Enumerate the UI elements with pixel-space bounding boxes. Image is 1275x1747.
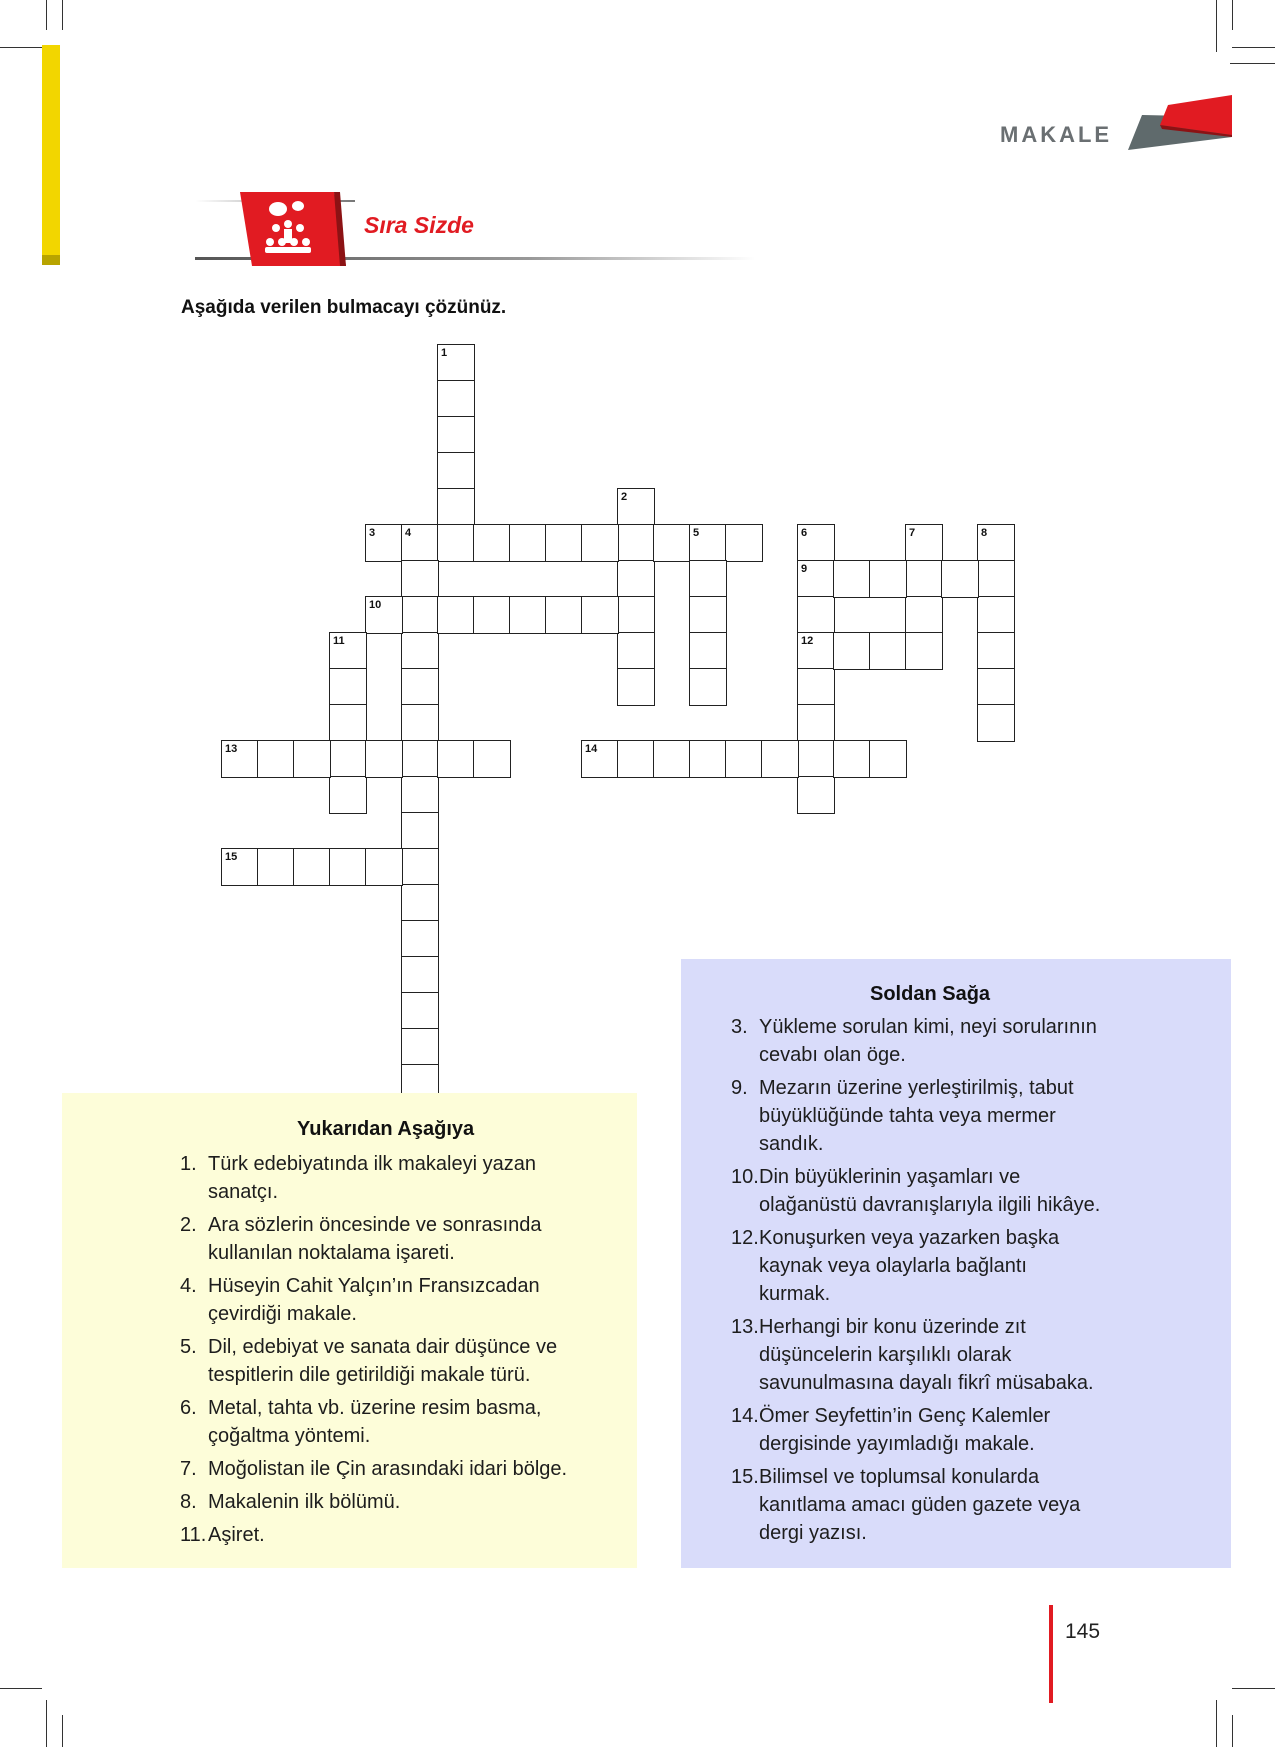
page-number: 145 xyxy=(1065,1620,1101,1643)
crossword-cell[interactable] xyxy=(437,344,475,382)
crossword-cell[interactable] xyxy=(869,560,907,598)
crossword-cell[interactable] xyxy=(545,524,583,562)
clue-number: 11. xyxy=(180,1524,207,1546)
crossword-cell[interactable] xyxy=(725,740,763,778)
clue-number: 8. xyxy=(180,1491,197,1513)
down-clue xyxy=(180,1488,640,1516)
crossword-cell[interactable] xyxy=(401,812,439,850)
crossword-cell[interactable] xyxy=(797,596,835,634)
clue-number: 3. xyxy=(731,1016,748,1038)
crossword-cell[interactable] xyxy=(437,380,475,418)
crossword-cell[interactable] xyxy=(401,776,439,814)
crossword-cell[interactable] xyxy=(833,740,871,778)
crossword-cell[interactable] xyxy=(581,596,619,634)
down-clues-title: Yukarıdan Aşağıya xyxy=(297,1118,475,1140)
clue-text: Yükleme sorulan kimi, neyi sorularının cevabı olan öge. xyxy=(759,1016,1097,1066)
clue-text: Dil, edebiyat ve sanata dair düşünce ve tespitlerin dile getirildiği makale türü. xyxy=(208,1336,558,1386)
crossword-cell[interactable] xyxy=(473,596,511,634)
crossword-cell[interactable] xyxy=(797,704,835,742)
across-clue xyxy=(731,1074,1191,1158)
clue-number: 7 xyxy=(909,527,916,539)
crossword-cell[interactable] xyxy=(689,668,727,706)
clue-number: 15. xyxy=(731,1466,759,1488)
crossword-cell[interactable] xyxy=(797,776,835,814)
clue-number: 4. xyxy=(180,1275,197,1297)
clue-number: 13 xyxy=(225,743,238,755)
crossword-cell[interactable] xyxy=(905,632,943,670)
clue-text: Moğolistan ile Çin arasındaki idari bölge. xyxy=(208,1458,568,1480)
crossword-cell[interactable] xyxy=(365,848,403,886)
crossword-cell[interactable] xyxy=(365,596,403,634)
crossword-cell[interactable] xyxy=(905,560,943,598)
clue-number: 12. xyxy=(731,1227,759,1249)
down-clues-panel xyxy=(62,1093,637,1568)
crossword-cell[interactable] xyxy=(401,740,439,778)
clue-number: 9 xyxy=(801,563,808,575)
crossword-cell[interactable] xyxy=(689,560,727,598)
crop-mark xyxy=(46,1700,47,1747)
clue-number: 5 xyxy=(693,527,700,539)
crossword-cell[interactable] xyxy=(689,524,727,562)
crossword-cell[interactable] xyxy=(761,740,799,778)
across-clues-title: Soldan Sağa xyxy=(870,983,991,1005)
instruction-text: Aşağıda verilen bulmacayı çözünüz. xyxy=(181,297,507,318)
crossword-cell[interactable] xyxy=(437,488,475,526)
crossword-cell[interactable] xyxy=(617,596,655,634)
crossword-cell[interactable] xyxy=(617,488,655,526)
clue-number: 3 xyxy=(369,527,376,539)
clue-number: 5. xyxy=(180,1336,197,1358)
clue-number: 6. xyxy=(180,1397,197,1419)
crossword-cell[interactable] xyxy=(617,524,655,562)
clue-text: Hüseyin Cahit Yalçın’ın Fransızcadan çevirdiği makale. xyxy=(208,1275,540,1325)
crossword-cell[interactable] xyxy=(797,560,835,598)
crossword-cell[interactable] xyxy=(329,740,367,778)
crossword-cell[interactable] xyxy=(401,524,439,562)
clue-number: 10 xyxy=(369,599,382,611)
clue-text: Ara sözlerin öncesinde ve sonrasında kullanılan noktalama işareti. xyxy=(208,1214,542,1264)
down-clue xyxy=(180,1150,640,1206)
crossword-cell[interactable] xyxy=(689,596,727,634)
crossword-cell[interactable] xyxy=(545,596,583,634)
crossword-cell[interactable] xyxy=(329,668,367,706)
crossword-cell[interactable] xyxy=(797,740,835,778)
crop-mark xyxy=(62,1715,63,1747)
crossword-cell[interactable] xyxy=(653,524,691,562)
clue-number: 4 xyxy=(405,527,412,539)
crossword-cell[interactable] xyxy=(977,704,1015,742)
crop-mark xyxy=(46,0,47,30)
clue-number: 9. xyxy=(731,1077,748,1099)
clue-text: Bilimsel ve toplumsal konularda kanıtlama amacı güden gazete veya dergi yazısı. xyxy=(759,1466,1081,1544)
across-clue xyxy=(731,1402,1191,1458)
across-clues-panel xyxy=(681,959,1231,1568)
crossword-cell[interactable] xyxy=(401,704,439,742)
crossword-cell[interactable] xyxy=(509,596,547,634)
crossword-cell[interactable] xyxy=(401,956,439,994)
crossword-cell[interactable] xyxy=(437,524,475,562)
crossword-cell[interactable] xyxy=(977,668,1015,706)
crop-mark xyxy=(0,1688,42,1689)
clue-text: Mezarın üzerine yerleştirilmiş, tabut büyüklüğünde tahta veya mermer sandık. xyxy=(759,1077,1074,1155)
clue-number: 14. xyxy=(731,1405,759,1427)
down-clue xyxy=(180,1272,640,1328)
crossword-cell[interactable] xyxy=(617,632,655,670)
across-clue xyxy=(731,1013,1191,1069)
crossword-cell[interactable] xyxy=(401,848,439,886)
clue-number: 13. xyxy=(731,1316,759,1338)
crossword-cell[interactable] xyxy=(329,776,367,814)
clue-number: 2. xyxy=(180,1214,197,1236)
clue-number: 6 xyxy=(801,527,808,539)
crop-mark xyxy=(1230,63,1275,64)
crossword-cell[interactable] xyxy=(401,992,439,1030)
clue-number: 2 xyxy=(621,491,628,503)
crossword-cell[interactable] xyxy=(581,740,619,778)
crossword-cell[interactable] xyxy=(869,740,907,778)
crossword-cell[interactable] xyxy=(293,848,331,886)
crop-mark xyxy=(62,0,63,30)
clue-text: Herhangi bir konu üzerinde zıt düşüncelerin karşılıklı olarak savunulmasına dayalı fikrî müsabaka. xyxy=(759,1316,1094,1394)
crossword-cell[interactable] xyxy=(653,740,691,778)
crossword-cell[interactable] xyxy=(473,740,511,778)
crossword-cell[interactable] xyxy=(293,740,331,778)
activity-title: Sıra Sizde xyxy=(364,212,474,238)
crossword-cell[interactable] xyxy=(365,740,403,778)
across-clue xyxy=(731,1313,1191,1397)
crop-mark xyxy=(1216,1700,1217,1747)
crossword-cell[interactable] xyxy=(977,596,1015,634)
page-number-rule xyxy=(1049,1605,1053,1703)
crop-mark xyxy=(1232,1688,1275,1689)
group-discussion-icon xyxy=(240,192,346,266)
header-ribbon-icon xyxy=(1120,95,1235,150)
crossword-cell[interactable] xyxy=(329,632,367,670)
down-clue xyxy=(180,1455,640,1483)
clue-text: Metal, tahta vb. üzerine resim basma, çoğaltma yöntemi. xyxy=(208,1397,542,1447)
crossword-cell[interactable] xyxy=(257,848,295,886)
crossword-cell[interactable] xyxy=(977,560,1015,598)
clue-number: 1. xyxy=(180,1153,197,1175)
crossword-cell[interactable] xyxy=(905,524,943,562)
crop-mark xyxy=(0,47,42,48)
clue-text: Makalenin ilk bölümü. xyxy=(208,1491,401,1513)
clue-number: 7. xyxy=(180,1458,197,1480)
section-label: MAKALE xyxy=(1000,122,1113,147)
crossword-cell[interactable] xyxy=(401,668,439,706)
crossword-cell[interactable] xyxy=(617,560,655,598)
crop-mark xyxy=(1216,0,1217,52)
crossword-cell[interactable] xyxy=(437,452,475,490)
crossword-cell[interactable] xyxy=(437,596,475,634)
clue-number: 1 xyxy=(441,347,448,359)
crossword-cell[interactable] xyxy=(473,524,511,562)
crossword-cell[interactable] xyxy=(797,524,835,562)
crossword-cell[interactable] xyxy=(401,632,439,670)
crossword-cell[interactable] xyxy=(689,632,727,670)
side-color-bar xyxy=(42,45,60,263)
crossword-cell[interactable] xyxy=(617,668,655,706)
crossword-cell[interactable] xyxy=(869,632,907,670)
crossword-cell[interactable] xyxy=(329,704,367,742)
crossword-cell[interactable] xyxy=(221,848,259,886)
clue-number: 15 xyxy=(225,851,238,863)
clue-number: 10. xyxy=(731,1166,759,1188)
down-clue xyxy=(180,1211,640,1267)
crossword-cell[interactable] xyxy=(401,920,439,958)
crossword-cell[interactable] xyxy=(401,884,439,922)
crossword-cell[interactable] xyxy=(509,524,547,562)
crossword-cell[interactable] xyxy=(797,668,835,706)
across-clue xyxy=(731,1463,1191,1547)
crossword-cell[interactable] xyxy=(257,740,295,778)
crossword-cell[interactable] xyxy=(833,632,871,670)
crossword-cell[interactable] xyxy=(221,740,259,778)
crop-mark xyxy=(1232,47,1275,48)
crossword-cell[interactable] xyxy=(401,560,439,598)
crossword-cell[interactable] xyxy=(905,596,943,634)
down-clue xyxy=(180,1521,640,1549)
side-color-bar-end xyxy=(42,255,60,265)
across-clue xyxy=(731,1163,1191,1219)
down-clue xyxy=(180,1333,640,1389)
crossword-cell[interactable] xyxy=(977,632,1015,670)
crop-mark xyxy=(1232,1715,1233,1747)
clue-text: Konuşurken veya yazarken başka kaynak veya olaylarla bağlantı kurmak. xyxy=(759,1227,1060,1305)
crossword-cell[interactable] xyxy=(437,740,475,778)
crossword-cell[interactable] xyxy=(725,524,763,562)
clue-text: Aşiret. xyxy=(208,1524,265,1546)
crossword-cell[interactable] xyxy=(365,524,403,562)
down-clue xyxy=(180,1394,640,1450)
clue-number: 12 xyxy=(801,635,814,647)
clue-number: 14 xyxy=(585,743,598,755)
crossword-cell[interactable] xyxy=(617,740,655,778)
clue-text: Ömer Seyfettin’in Genç Kalemler dergisinde yayımladığı makale. xyxy=(759,1405,1051,1455)
crossword-cell[interactable] xyxy=(797,632,835,670)
crossword-cell[interactable] xyxy=(689,740,727,778)
clue-number: 11 xyxy=(333,635,345,647)
clue-number: 8 xyxy=(981,527,988,539)
clue-text: Din büyüklerinin yaşamları ve olağanüstü davranışlarıyla ilgili hikâye. xyxy=(759,1166,1101,1216)
across-clue xyxy=(731,1224,1191,1308)
crossword-cell[interactable] xyxy=(401,1028,439,1066)
crossword-cell[interactable] xyxy=(437,416,475,454)
crossword-cell[interactable] xyxy=(833,560,871,598)
crossword-cell[interactable] xyxy=(329,848,367,886)
crossword-cell[interactable] xyxy=(941,560,979,598)
clue-text: Türk edebiyatında ilk makaleyi yazan sanatçı. xyxy=(208,1153,536,1203)
crop-mark xyxy=(1232,0,1233,30)
crossword-cell[interactable] xyxy=(977,524,1015,562)
crossword-cell[interactable] xyxy=(581,524,619,562)
crossword-cell[interactable] xyxy=(401,596,439,634)
